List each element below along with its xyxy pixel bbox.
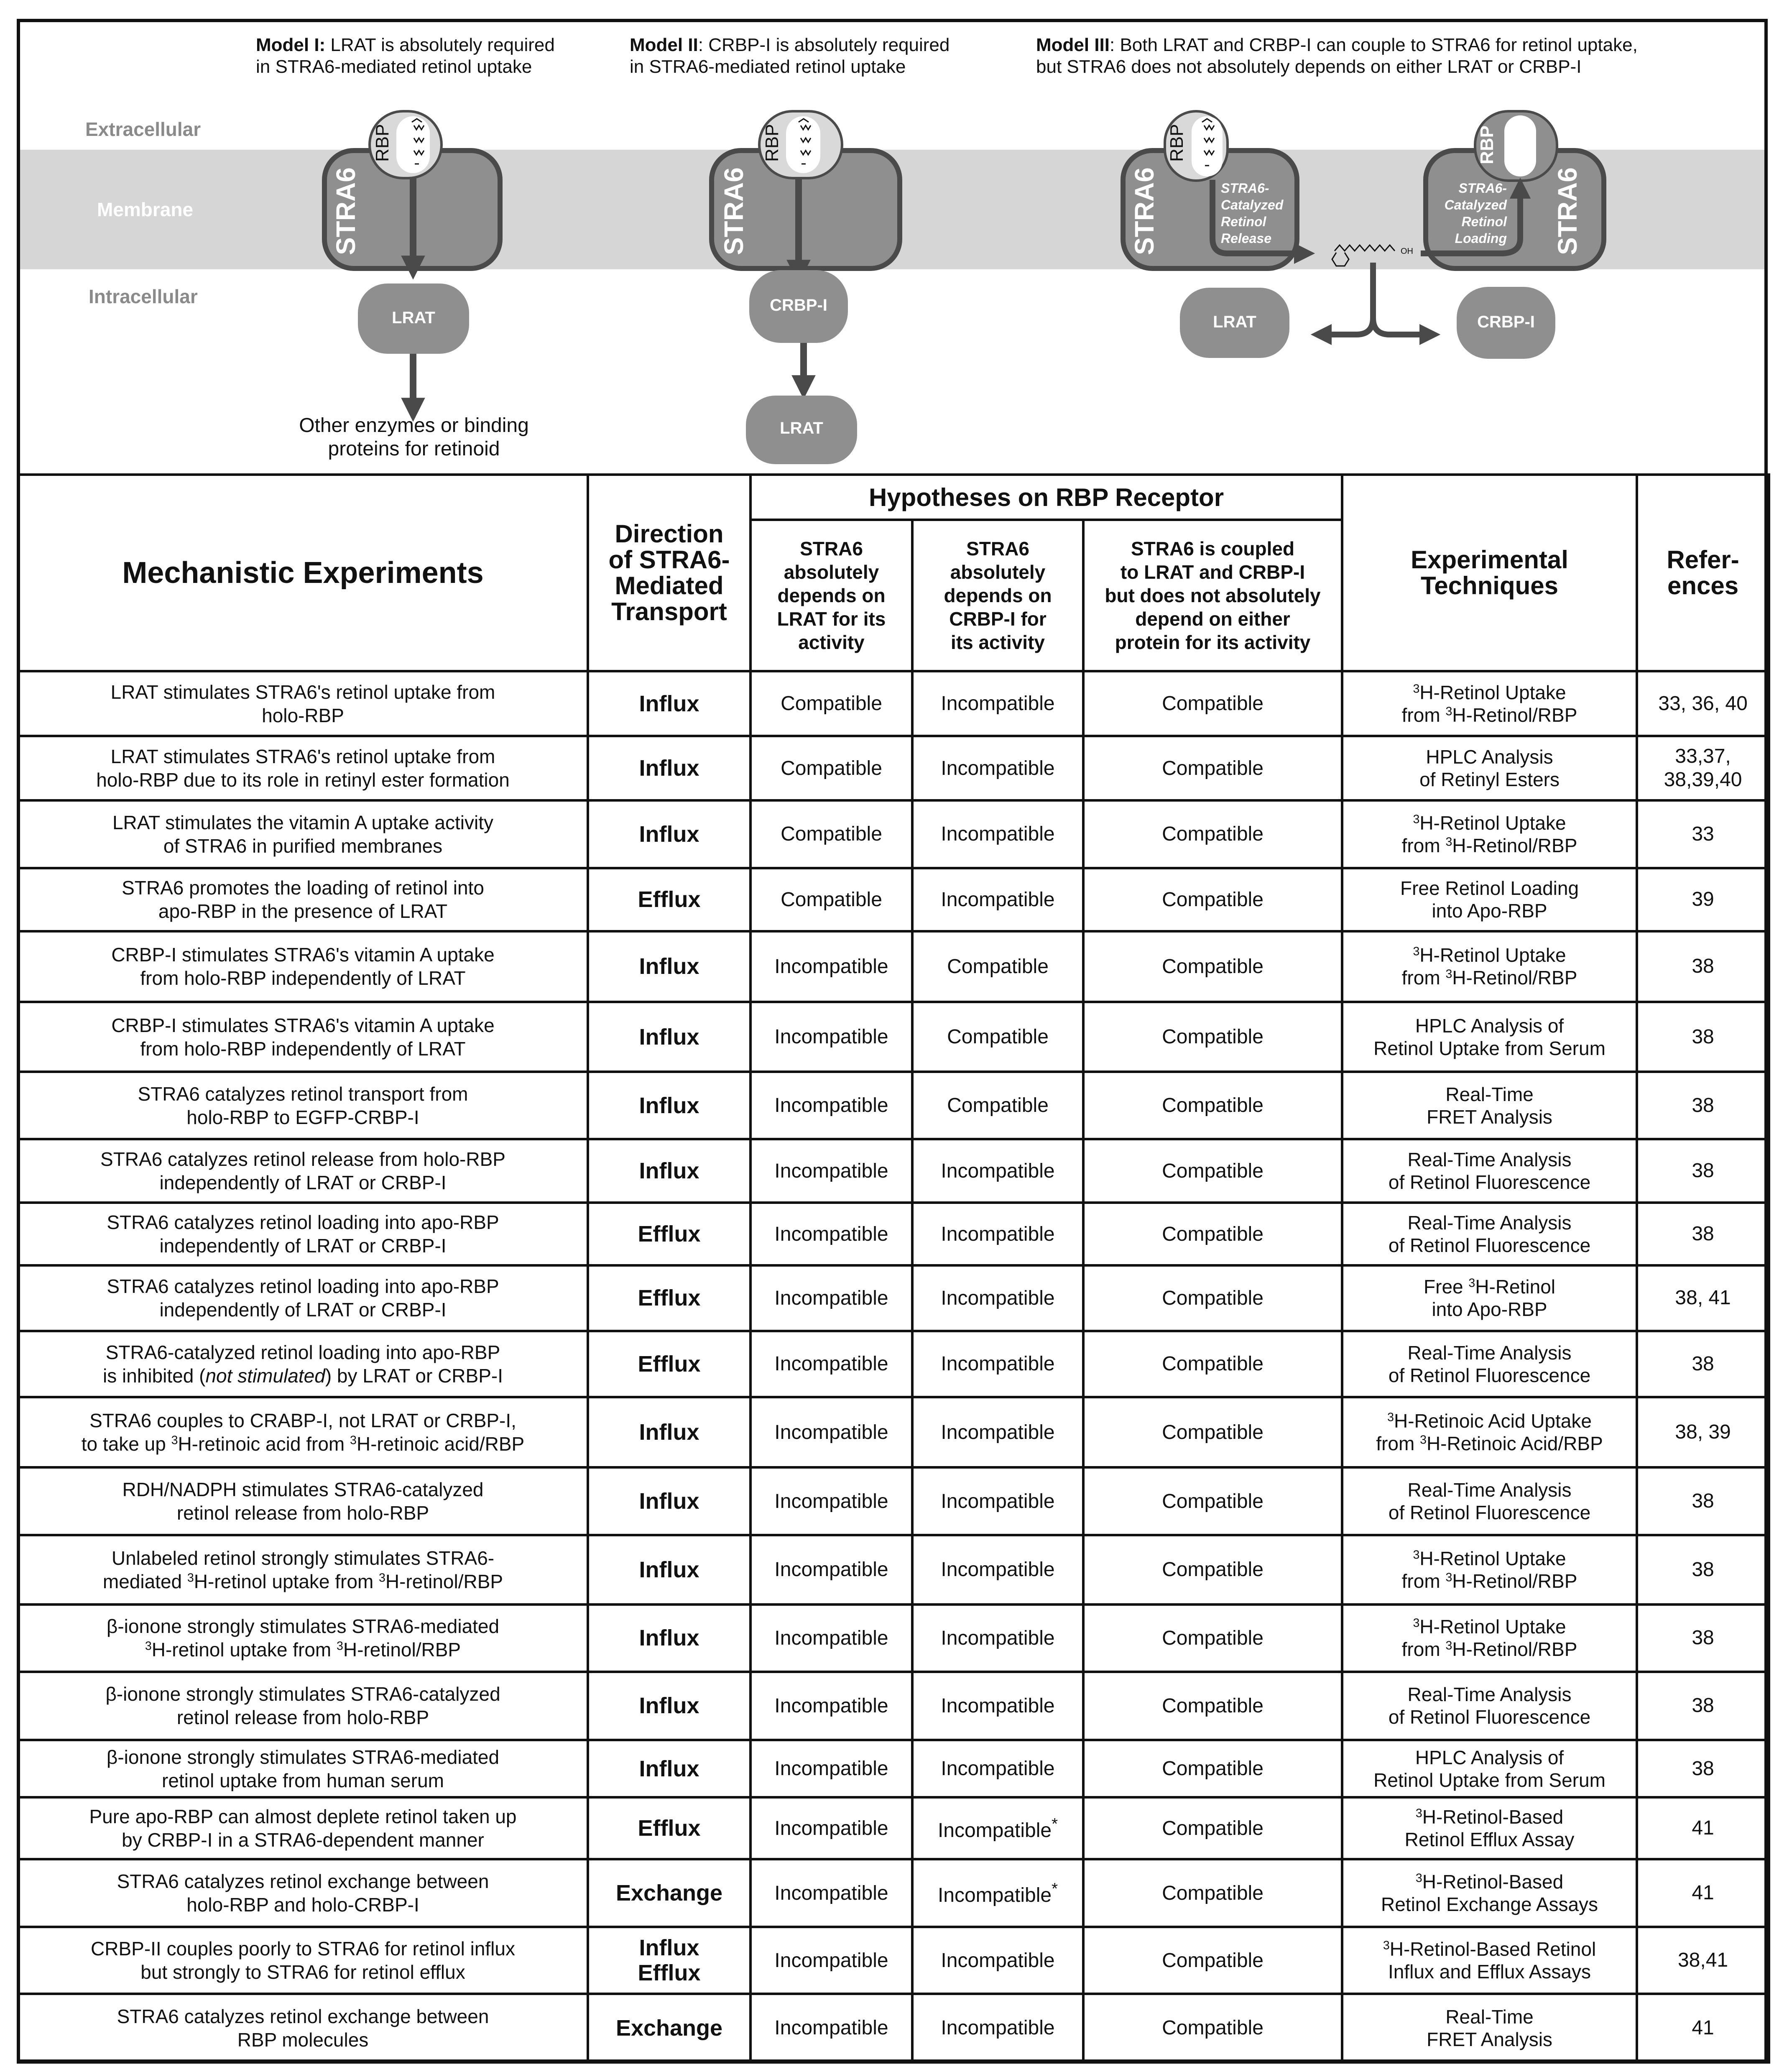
experiment-cell: STRA6 catalyzes retinol exchange between holo-RBP and holo-CRBP-I — [18, 1859, 588, 1927]
table-body — [18, 671, 1769, 2062]
hypothesis-1-cell: Incompatible — [750, 931, 912, 1002]
references-cell: 33,37, 38,39,40 — [1637, 736, 1769, 800]
technique-cell: $^3$H-Retinol Uptake from $^3$H-Retinol/RBP — [1342, 931, 1637, 1002]
direction-cell: Exchange — [588, 1859, 750, 1927]
direction-cell: Influx — [588, 671, 750, 736]
technique-cell: Free Retinol Loading into Apo-RBP — [1342, 868, 1637, 931]
references-cell: 38 — [1637, 1331, 1769, 1397]
hypothesis-2-cell: Incompatible — [912, 1740, 1083, 1797]
rbp-label-right-model3: RBP — [1477, 125, 1497, 165]
references-cell: 41 — [1637, 1994, 1769, 2062]
experiment-cell: STRA6 catalyzes retinol release from holo-RBP independently of LRAT or CRBP-I — [18, 1139, 588, 1203]
references-cell: 38, 39 — [1637, 1397, 1769, 1467]
experiment-cell: Unlabeled retinol strongly stimulates STRA6- mediated $^3$H-retinol uptake from $^3$H-retinol/RBP — [18, 1535, 588, 1604]
rbp-label-model1: RBP — [372, 124, 393, 162]
direction-cell: Exchange — [588, 1994, 750, 2062]
hypothesis-2-cell: Incompatible — [912, 1467, 1083, 1535]
table-row — [18, 1604, 1769, 1672]
direction-cell: Efflux — [588, 1203, 750, 1265]
hypothesis-1-cell: Incompatible — [750, 1604, 912, 1672]
hypothesis-1-cell: Compatible — [750, 736, 912, 800]
references-cell: 38 — [1637, 1467, 1769, 1535]
experiment-cell: β-ionone strongly stimulates STRA6-catalyzed retinol release from holo-RBP — [18, 1672, 588, 1740]
hypothesis-3-cell: Compatible — [1083, 931, 1342, 1002]
hypothesis-2-cell: Incompatible — [912, 800, 1083, 868]
experiment-cell: STRA6 catalyzes retinol loading into apo-RBP independently of LRAT or CRBP-I — [18, 1203, 588, 1265]
table-row — [18, 1859, 1769, 1927]
hypothesis-2-cell: Incompatible — [912, 1672, 1083, 1740]
experiment-cell: STRA6 couples to CRABP-I, not LRAT or CRBP-I, to take up $^3$H-retinoic acid from $^3$H-retinoic acid/RBP — [18, 1397, 588, 1467]
direction-cell: Influx — [588, 1002, 750, 1072]
technique-cell: $^3$H-Retinol Uptake from $^3$H-Retinol/RBP — [1342, 800, 1637, 868]
technique-cell: Real-Time Analysis of Retinol Fluorescence — [1342, 1203, 1637, 1265]
direction-cell: Influx — [588, 1072, 750, 1139]
table-row — [18, 1740, 1769, 1797]
technique-cell: Real-Time FRET Analysis — [1342, 1072, 1637, 1139]
experiment-cell: STRA6 catalyzes retinol loading into apo-RBP independently of LRAT or CRBP-I — [18, 1265, 588, 1331]
hypothesis-2-cell: Compatible — [912, 1002, 1083, 1072]
direction-cell: Efflux — [588, 1265, 750, 1331]
experiment-cell: CRBP-I stimulates STRA6's vitamin A uptake from holo-RBP independently of LRAT — [18, 931, 588, 1002]
hypothesis-3-cell: Compatible — [1083, 1265, 1342, 1331]
hypothesis-2-cell: Incompatible — [912, 1604, 1083, 1672]
table-row — [18, 868, 1769, 931]
technique-cell: Real-Time Analysis of Retinol Fluorescence — [1342, 1672, 1637, 1740]
hypothesis-3-cell: Compatible — [1083, 1797, 1342, 1859]
stra6-label-model2: STRA6 — [719, 167, 749, 255]
experiment-cell: STRA6 promotes the loading of retinol into apo-RBP in the presence of LRAT — [18, 868, 588, 931]
release-label: STRA6- Catalyzed Retinol Release — [1221, 181, 1284, 246]
direction-cell: Influx — [588, 1740, 750, 1797]
hypothesis-1-cell: Incompatible — [750, 1072, 912, 1139]
direction-cell: Influx — [588, 736, 750, 800]
direction-cell: Efflux — [588, 1797, 750, 1859]
lrat-label-model1: LRAT — [392, 309, 435, 327]
zone-label-membrane: Membrane — [97, 199, 194, 220]
table-row — [18, 1331, 1769, 1397]
table-row — [18, 671, 1769, 736]
hypothesis-3-cell: Compatible — [1083, 1994, 1342, 2062]
stra6-label-model1: STRA6 — [331, 167, 361, 255]
technique-cell: $^3$H-Retinol-Based Retinol Influx and Efflux Assays — [1342, 1927, 1637, 1993]
table-row — [18, 1072, 1769, 1139]
references-cell: 39 — [1637, 868, 1769, 931]
hypothesis-3-cell: Compatible — [1083, 736, 1342, 800]
header-hypothesis-lrat: STRA6 absolutely depends on LRAT for its activity — [750, 520, 912, 671]
experiment-cell: Pure apo-RBP can almost deplete retinol taken up by CRBP-I in a STRA6-dependent manner — [18, 1797, 588, 1859]
hypothesis-2-cell: Incompatible — [912, 1139, 1083, 1203]
hypothesis-3-cell: Compatible — [1083, 671, 1342, 736]
model-1-graphic — [324, 111, 500, 410]
rbp-label-model2: RBP — [762, 124, 782, 162]
hypothesis-2-cell: Incompatible — [912, 671, 1083, 736]
experiment-cell: STRA6-catalyzed retinol loading into apo-RBP is inhibited (not stimulated) by LRAT or CRBP-I — [18, 1331, 588, 1397]
retinol-oh-label: OH — [1401, 247, 1413, 256]
direction-cell: Influx — [588, 800, 750, 868]
hypothesis-1-cell: Incompatible — [750, 1265, 912, 1331]
experiment-cell: β-ionone strongly stimulates STRA6-mediated $^3$H-retinol uptake from $^3$H-retinol/RBP — [18, 1604, 588, 1672]
hypothesis-3-cell: Compatible — [1083, 1740, 1342, 1797]
technique-cell: $^3$H-Retinol-Based Retinol Exchange Assays — [1342, 1859, 1637, 1927]
hypothesis-3-cell: Compatible — [1083, 1467, 1342, 1535]
hypothesis-3-cell: Compatible — [1083, 1139, 1342, 1203]
crbp1-label-model3: CRBP-I — [1477, 313, 1535, 331]
direction-cell: Influx — [588, 1672, 750, 1740]
technique-cell: $^3$H-Retinol Uptake from $^3$H-Retinol/RBP — [1342, 1535, 1637, 1604]
hypothesis-3-cell: Compatible — [1083, 1331, 1342, 1397]
direction-cell: Efflux — [588, 868, 750, 931]
hypothesis-2-cell: Incompatible — [912, 1203, 1083, 1265]
hypothesis-1-cell: Incompatible — [750, 1994, 912, 2062]
technique-cell: HPLC Analysis of Retinol Uptake from Serum — [1342, 1740, 1637, 1797]
hypothesis-1-cell: Incompatible — [750, 1397, 912, 1467]
experiment-cell: RDH/NADPH stimulates STRA6-catalyzed retinol release from holo-RBP — [18, 1467, 588, 1535]
header-hypothesis-crbp1: STRA6 absolutely depends on CRBP-I for its activity — [912, 520, 1083, 671]
technique-cell: $^3$H-Retinol Uptake from $^3$H-Retinol/RBP — [1342, 1604, 1637, 1672]
hypothesis-1-cell: Incompatible — [750, 1672, 912, 1740]
direction-cell: Efflux — [588, 1331, 750, 1397]
references-cell: 38 — [1637, 931, 1769, 1002]
hypothesis-1-cell: Incompatible — [750, 1467, 912, 1535]
hypothesis-2-cell: Incompatible — [912, 1927, 1083, 1993]
table-row — [18, 1672, 1769, 1740]
loading-label: STRA6- Catalyzed Retinol Loading — [1444, 181, 1507, 246]
header-references: Refer- ences — [1637, 475, 1769, 671]
hypothesis-3-cell: Compatible — [1083, 1002, 1342, 1072]
hypothesis-2-cell: Incompatible — [912, 736, 1083, 800]
table-row — [18, 931, 1769, 1002]
hypothesis-3-cell: Compatible — [1083, 1859, 1342, 1927]
technique-cell: $^3$H-Retinol-Based Retinol Efflux Assay — [1342, 1797, 1637, 1859]
experiment-cell: CRBP-II couples poorly to STRA6 for retinol influx but strongly to STRA6 for retinol efflux — [18, 1927, 588, 1993]
hypothesis-1-cell: Incompatible — [750, 1002, 912, 1072]
technique-cell: Real-Time Analysis of Retinol Fluorescence — [1342, 1467, 1637, 1535]
references-cell: 33 — [1637, 800, 1769, 868]
hypothesis-1-cell: Compatible — [750, 671, 912, 736]
direction-cell: Influx — [588, 1535, 750, 1604]
references-cell: 38 — [1637, 1072, 1769, 1139]
table-row — [18, 1797, 1769, 1859]
model-2-title: Model II: CRBP-I is absolutely required in STRA6-mediated retinol uptake — [630, 35, 950, 77]
mechanistic-experiments-table — [17, 473, 1770, 2064]
hypothesis-3-cell: Compatible — [1083, 1672, 1342, 1740]
technique-cell: Free $^3$H-Retinol into Apo-RBP — [1342, 1265, 1637, 1331]
hypothesis-3-cell: Compatible — [1083, 800, 1342, 868]
hypothesis-3-cell: Compatible — [1083, 1203, 1342, 1265]
lrat-label-model2: LRAT — [780, 419, 823, 437]
hypothesis-1-cell: Incompatible — [750, 1927, 912, 1993]
references-cell: 38 — [1637, 1535, 1769, 1604]
hypothesis-2-cell: Incompatible — [912, 868, 1083, 931]
table-row — [18, 1265, 1769, 1331]
direction-cell: Influx — [588, 931, 750, 1002]
header-hypothesis-coupled: STRA6 is coupled to LRAT and CRBP-I but does not absolutely depend on either protein for its activity — [1083, 520, 1342, 671]
hypothesis-3-cell: Compatible — [1083, 1397, 1342, 1467]
direction-cell: Influx Efflux — [588, 1927, 750, 1993]
hypothesis-2-cell: Incompatible — [912, 1265, 1083, 1331]
model-diagram — [0, 0, 1774, 477]
references-cell: 33, 36, 40 — [1637, 671, 1769, 736]
hypothesis-3-cell: Compatible — [1083, 1072, 1342, 1139]
references-cell: 41 — [1637, 1797, 1769, 1859]
arrow-to-crbp1-icon — [1373, 318, 1430, 335]
hypothesis-1-cell: Incompatible — [750, 1535, 912, 1604]
hypothesis-1-cell: Incompatible — [750, 1740, 912, 1797]
table-row — [18, 1467, 1769, 1535]
direction-cell: Influx — [588, 1397, 750, 1467]
hypothesis-1-cell: Incompatible — [750, 1139, 912, 1203]
stra6-label-left-model3: STRA6 — [1129, 167, 1159, 255]
technique-cell: $^3$H-Retinoic Acid Uptake from $^3$H-Retinoic Acid/RBP — [1342, 1397, 1637, 1467]
hypothesis-3-cell: Compatible — [1083, 1535, 1342, 1604]
hypothesis-2-cell: Incompatible — [912, 1994, 1083, 2062]
experiment-cell: LRAT stimulates STRA6's retinol uptake from holo-RBP due to its role in retinyl ester formation — [18, 736, 588, 800]
references-cell: 38 — [1637, 1740, 1769, 1797]
zone-label-extracellular: Extracellular — [85, 118, 201, 140]
hypothesis-2-cell: Compatible — [912, 931, 1083, 1002]
technique-cell: $^3$H-Retinol Uptake from $^3$H-Retinol/RBP — [1342, 671, 1637, 736]
model-3-title: Model III: Both LRAT and CRBP-I can couple to STRA6 for retinol uptake, but STRA6 does not absolutely depends on either LRAT or CRBP-I — [1036, 35, 1638, 77]
hypothesis-2-cell: Incompatible — [912, 1331, 1083, 1397]
hypothesis-1-cell: Incompatible — [750, 1797, 912, 1859]
table-row — [18, 1139, 1769, 1203]
experiment-cell: LRAT stimulates the vitamin A uptake activity of STRA6 in purified membranes — [18, 800, 588, 868]
hypothesis-3-cell: Compatible — [1083, 1927, 1342, 1993]
references-cell: 38 — [1637, 1604, 1769, 1672]
technique-cell: Real-Time FRET Analysis — [1342, 1994, 1637, 2062]
stra6-label-right-model3: STRA6 — [1552, 167, 1583, 255]
lrat-label-model3: LRAT — [1213, 313, 1256, 331]
direction-cell: Influx — [588, 1139, 750, 1203]
hypothesis-3-cell: Compatible — [1083, 868, 1342, 931]
table-row — [18, 1397, 1769, 1467]
hypothesis-3-cell: Compatible — [1083, 1604, 1342, 1672]
experiment-cell: STRA6 catalyzes retinol exchange between RBP molecules — [18, 1994, 588, 2062]
rbp-label-left-model3: RBP — [1167, 124, 1187, 162]
table-row — [18, 1002, 1769, 1072]
hypothesis-1-cell: Compatible — [750, 868, 912, 931]
hypothesis-2-cell: Incompatible — [912, 1535, 1083, 1604]
technique-cell: Real-Time Analysis of Retinol Fluorescence — [1342, 1331, 1637, 1397]
references-cell: 38, 41 — [1637, 1265, 1769, 1331]
table-row — [18, 1994, 1769, 2062]
technique-cell: HPLC Analysis of Retinyl Esters — [1342, 736, 1637, 800]
table-row — [18, 1535, 1769, 1604]
experiment-cell: CRBP-I stimulates STRA6's vitamin A uptake from holo-RBP independently of LRAT — [18, 1002, 588, 1072]
technique-cell: Real-Time Analysis of Retinol Fluorescence — [1342, 1139, 1637, 1203]
header-experimental-techniques: Experimental Techniques — [1342, 475, 1637, 671]
hypothesis-1-cell: Incompatible — [750, 1859, 912, 1927]
model-1-output-label: Other enzymes or binding proteins for retinoid — [299, 414, 529, 460]
references-cell: 38 — [1637, 1002, 1769, 1072]
experiment-cell: β-ionone strongly stimulates STRA6-mediated retinol uptake from human serum — [18, 1740, 588, 1797]
model-2-graphic — [712, 111, 900, 464]
hypothesis-2-cell: Incompatible* — [912, 1797, 1083, 1859]
hypothesis-1-cell: Compatible — [750, 800, 912, 868]
hypothesis-2-cell: Incompatible — [912, 1397, 1083, 1467]
table-row — [18, 800, 1769, 868]
hypothesis-2-cell: Incompatible* — [912, 1859, 1083, 1927]
hypothesis-1-cell: Incompatible — [750, 1331, 912, 1397]
experiment-cell: STRA6 catalyzes retinol transport from holo-RBP to EGFP-CRBP-I — [18, 1072, 588, 1139]
table-row — [18, 1927, 1769, 1993]
experiment-cell: LRAT stimulates STRA6's retinol uptake from holo-RBP — [18, 671, 588, 736]
hypothesis-1-cell: Incompatible — [750, 1203, 912, 1265]
arrow-to-lrat-icon — [1321, 263, 1373, 335]
model-1-title: Model I: LRAT is absolutely required in STRA6-mediated retinol uptake — [256, 35, 555, 77]
header-direction: Direction of STRA6- Mediated Transport — [588, 475, 750, 671]
header-mechanistic-experiments: Mechanistic Experiments — [18, 475, 588, 671]
references-cell: 38 — [1637, 1139, 1769, 1203]
direction-cell: Influx — [588, 1604, 750, 1672]
references-cell: 38,41 — [1637, 1927, 1769, 1993]
references-cell: 38 — [1637, 1203, 1769, 1265]
technique-cell: HPLC Analysis of Retinol Uptake from Serum — [1342, 1002, 1637, 1072]
direction-cell: Influx — [588, 1467, 750, 1535]
references-cell: 38 — [1637, 1672, 1769, 1740]
header-hypotheses-group: Hypotheses on RBP Receptor — [750, 475, 1342, 520]
crbp1-label-model2: CRBP-I — [770, 296, 827, 314]
references-cell: 41 — [1637, 1859, 1769, 1927]
hypothesis-2-cell: Compatible — [912, 1072, 1083, 1139]
table-row — [18, 1203, 1769, 1265]
table-row — [18, 736, 1769, 800]
zone-label-intracellular: Intracellular — [89, 286, 198, 307]
